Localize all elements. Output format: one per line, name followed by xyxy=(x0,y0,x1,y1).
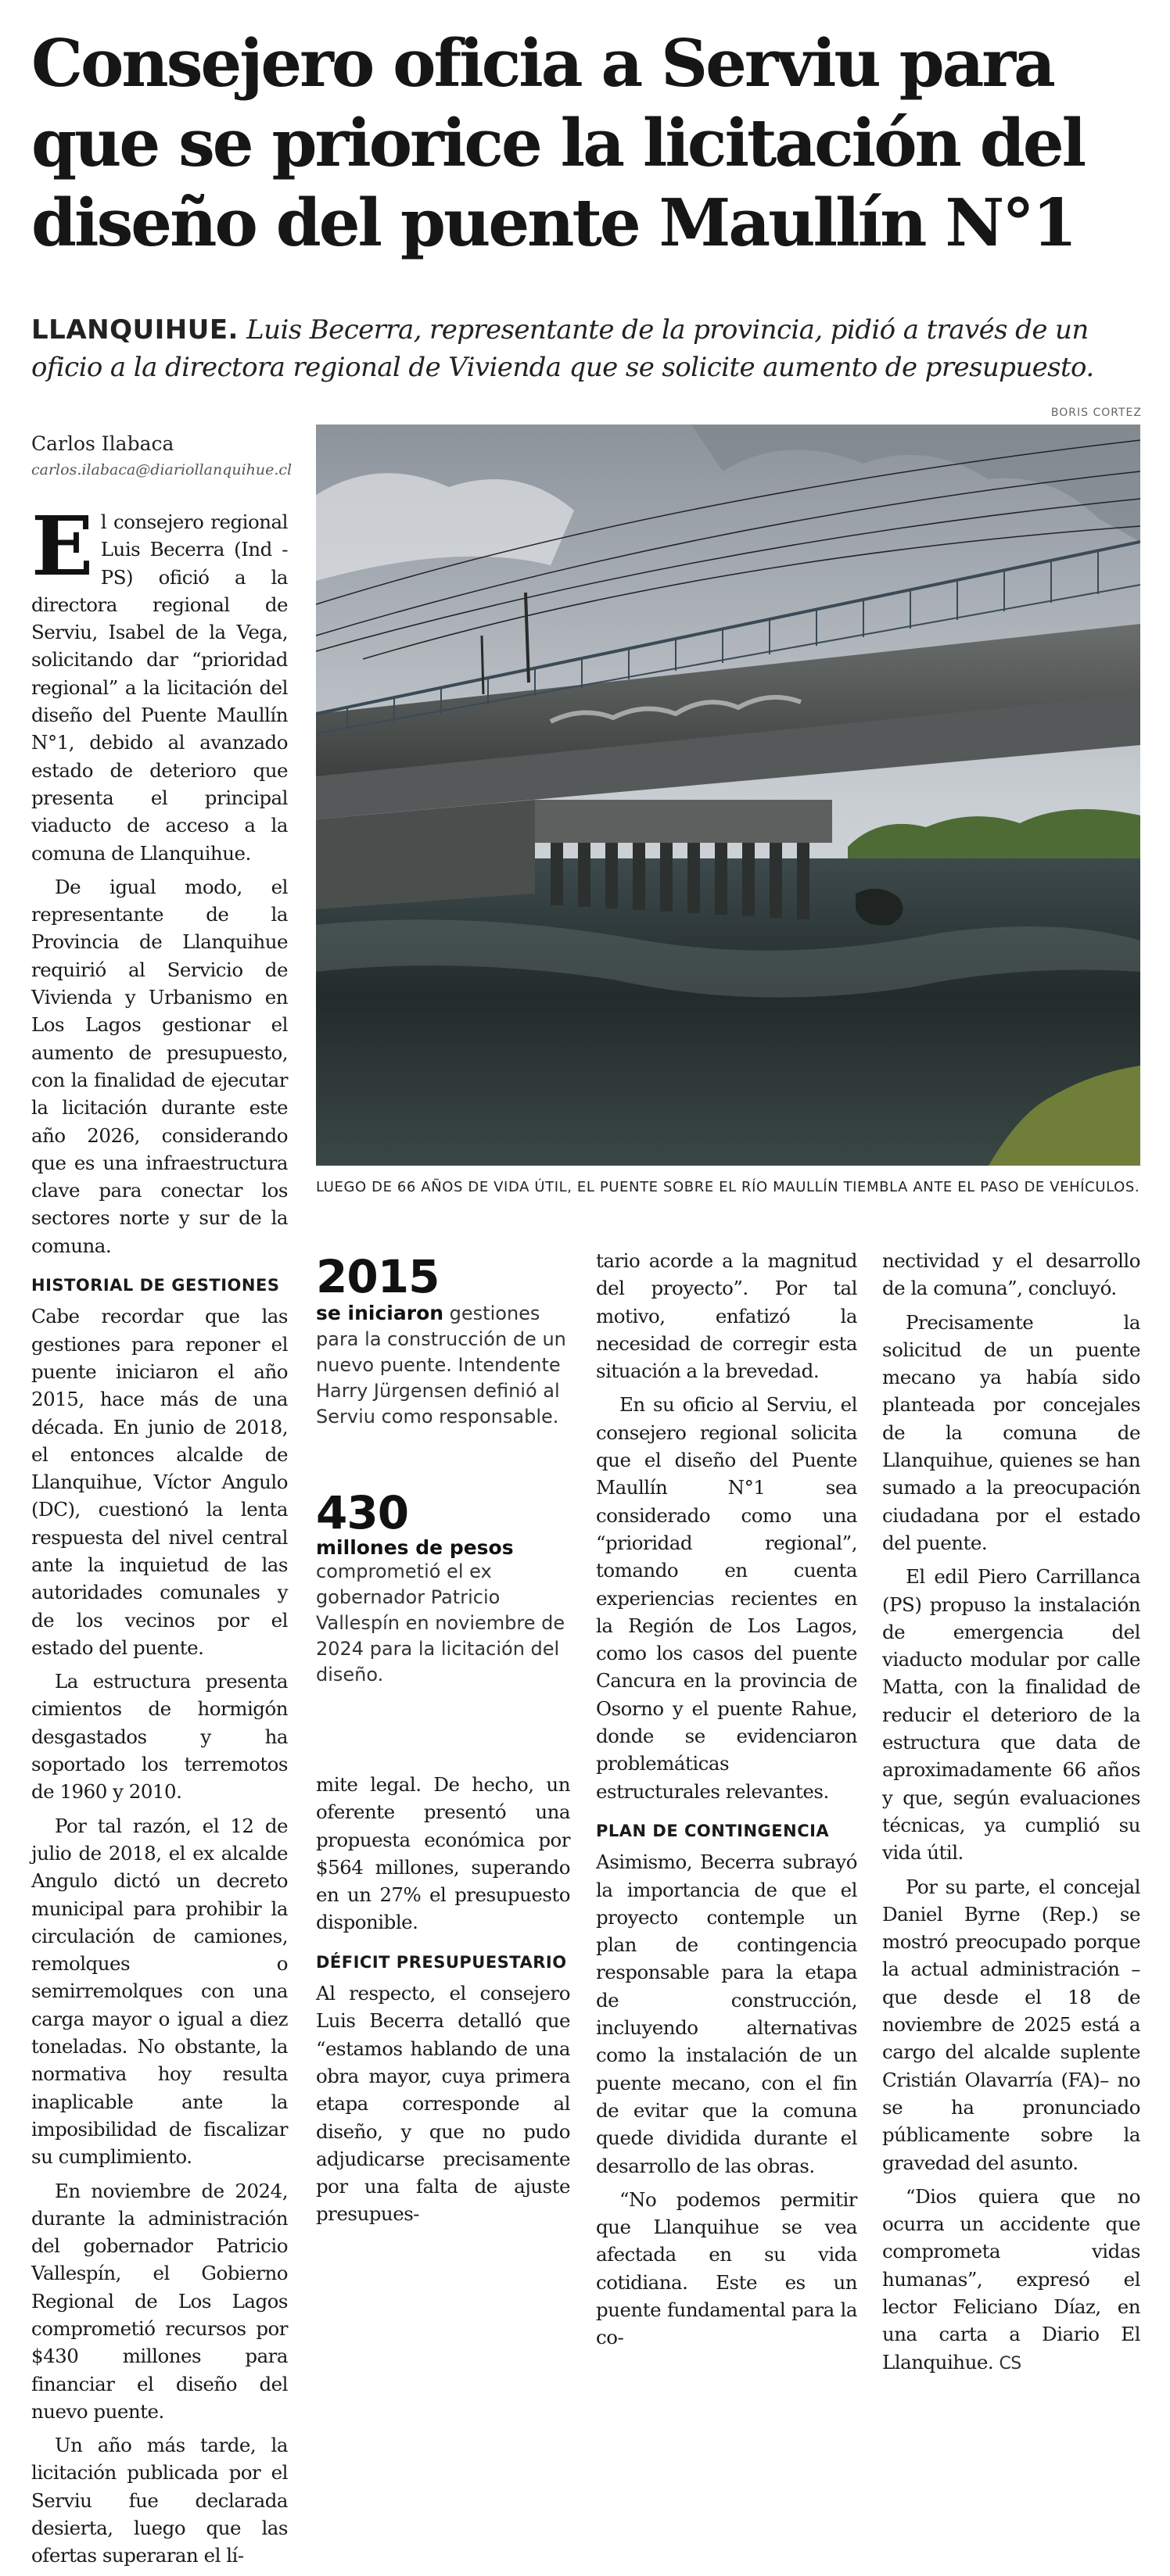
col4-paragraph-4: Por su parte, el concejal Daniel Byrne (Rep.) se mostró preocupado porque la actual administración –que desde el 18 de noviembre de 2025 está a cargo del alcalde suplente Cristián Olavarría (FA)– no se ha pronunciado públicamente sobre la gravedad del asunto. xyxy=(882,1875,1140,2174)
column-3 xyxy=(596,1247,857,2358)
author-name: Carlos Ilabaca xyxy=(31,432,174,455)
photo-caption: LUEGO DE 66 AÑOS DE VIDA ÚTIL, EL PUENTE SOBRE EL RÍO MAULLÍN TIEMBLA ANTE EL PASO DE VEHÍCULOS. xyxy=(316,1179,1140,1195)
subhead-plan: PLAN DE CONTINGENCIA xyxy=(596,1821,830,1840)
subhead-deficit: DÉFICIT PRESUPUESTARIO xyxy=(316,1952,567,1972)
dek xyxy=(31,311,1142,386)
col3-paragraph-4: “No podemos permitir que Llanquihue se vea afectada en su vida cotidiana. Este es un puente fundamental para la co- xyxy=(596,2187,857,2349)
photo-credit: BORIS CORTEZ xyxy=(1050,407,1142,419)
col2-paragraph-2: Al respecto, el consejero Luis Becerra detalló que “estamos hablando de una obra mayor, cuya primera etapa corresponde al diseño, y que no pudo adjudicarse precisamente por una falta de ajuste presupues- xyxy=(316,1982,570,2226)
stat-lead-430: millones de pesos xyxy=(316,1536,514,1559)
column-1 xyxy=(31,498,288,2576)
adjacent-page-edge xyxy=(1162,422,1170,1743)
col4-paragraph-1: nectividad y el desarrollo de la comuna”, concluyó. xyxy=(882,1249,1140,1300)
stat-box-2015 xyxy=(316,1250,570,1430)
col4-paragraph-3: El edil Piero Carrillanca (PS) propuso la instalación de emergencia del viaducto modular por calle Matta, con la finalidad de reducir el deterioro de la estructura que data de aproximadamente 66 años y que, según evaluaciones técnicas, ya cumplió su vida útil. xyxy=(882,1565,1140,1865)
headline-line-2: que se priorice la licitación del xyxy=(31,105,1085,181)
col3-paragraph-2: En su oficio al Serviu, el consejero regional solicita que el diseño del Puente Maullín N°1 sea considerado como una “prioridad regional”, tomando en cuenta experiencias recientes en la Región de Los Lagos, como los casos del puente Cancura en la provincia de Osorno y el puente Rahue, donde se evidenciaron problemáticas estructurales relevantes. xyxy=(596,1393,857,1803)
column-2 xyxy=(316,1771,570,2234)
col4-paragraph-5: “Dios quiera que no ocurra un accidente que comprometa vidas humanas”, expresó el lector Feliciano Díaz, en una carta a Diario El Llanquihue. xyxy=(882,2184,1140,2374)
author-block xyxy=(31,432,292,478)
dek-text: Luis Becerra, representante de la provincia, pidió a través de un oficio a la directora regional de Vivienda que se solicite aumento de presupuesto. xyxy=(31,314,1094,383)
stat-box-430 xyxy=(316,1486,570,1688)
drop-cap: E xyxy=(31,498,93,594)
stat-number-430: 430 xyxy=(316,1486,409,1539)
col1-paragraph-1: l consejero regional Luis Becerra (Ind - PS) ofició a la directora regional de Serviu, Isabel de la Vega, solicitando dar “prioridad regional” a la licitación del diseño del Puente Maullín N°1, debido al avanzado estado de deterioro que presenta el principal viaducto de acceso a la comuna de Llanquihue. xyxy=(31,511,288,865)
headline-line-3: diseño del puente Maullín N°1 xyxy=(31,185,1075,261)
col2-paragraph-1: mite legal. De hecho, un oferente presentó una propuesta económica por $564 millones, superando en un 27% el presupuesto disponible. xyxy=(316,1773,570,1934)
stat-number-2015: 2015 xyxy=(316,1250,440,1303)
stat-text-2015: gestiones para la construcción de un nuevo puente. Intendente Harry Jürgensen definió al Serviu como responsable. xyxy=(316,1302,566,1428)
column-4 xyxy=(882,1247,1140,2384)
col3-paragraph-3: Asimismo, Becerra subrayó la importancia de que el proyecto contemple un plan de contingencia responsable para la etapa de construcción, incluyendo alternativas como la instalación de un puente mecano, con el fin de evitar que la comuna quede dividida durante el desarrollo de las obras. xyxy=(596,1850,857,2177)
col4-paragraph-2: Precisamente la solicitud de un puente mecano ya había sido planteada por concejales de la comuna de Llanquihue, quienes se han sumado a la preocupación ciudadana por el estado del puente. xyxy=(882,1310,1140,1554)
end-mark-icon: CS xyxy=(999,2353,1021,2374)
water xyxy=(316,858,1140,1166)
col1-paragraph-2: De igual modo, el representante de la Provincia de Llanquihue requirió al Servicio de Vivienda y Urbanismo en Los Lagos gestionar el aumento de presupuesto, con la finalidad de ejecutar la licitación durante este año 2026, considerando que es una infraestructura clave para conectar los sectores norte y sur de la comuna. xyxy=(31,875,288,1257)
headline-line-1: Consejero oficia a Serviu para xyxy=(31,25,1053,102)
stat-lead-2015: se iniciaron xyxy=(316,1302,444,1324)
col1-paragraph-5: Por tal razón, el 12 de julio de 2018, el ex alcalde Angulo dictó un decreto municipal para prohibir la circulación de camiones, remolques o semirremolques con una carga mayor o igual a diez toneladas. No obstante, la normativa hoy resulta inaplicable ante la imposibilidad de fiscalizar su cumplimiento. xyxy=(31,1814,288,2169)
col3-paragraph-1: tario acorde a la magnitud del proyecto”. Por tal motivo, enfatizó la necesidad de corregir esta situación a la brevedad. xyxy=(596,1249,857,1383)
author-email: carlos.ilabaca@diariollanquihue.cl xyxy=(31,461,292,478)
col1-paragraph-6: En noviembre de 2024, durante la administración del gobernador Patricio Vallespín, el Gobierno Regional de Los Lagos comprometió recursos por $430 millones para financiar el diseño del nuevo puente. xyxy=(31,2179,288,2423)
headline xyxy=(31,23,1142,263)
col1-paragraph-4: La estructura presenta cimientos de hormigón desgastados y ha soportado los terremotos de 1960 y 2010. xyxy=(31,1670,288,1804)
bridge-photo xyxy=(316,425,1140,1166)
col1-paragraph-7: Un año más tarde, la licitación publicada por el Serviu fue declarada desierta, luego que las ofertas superaran el lí- xyxy=(31,2434,288,2567)
stat-text-430: comprometió el ex gobernador Patricio Vallespín en noviembre de 2024 para la licitación del diseño. xyxy=(316,1560,565,1686)
col1-paragraph-3: Cabe recordar que las gestiones para reponer el puente iniciaron el año 2015, hace más de una década. En junio de 2018, el entonces alcalde de Llanquihue, Víctor Angulo (DC), cuestionó la lenta respuesta del nivel central ante la inquietud de las autoridades comunales y de los vecinos por el estado del puente. xyxy=(31,1305,288,1659)
utility-pole-2 xyxy=(482,636,483,694)
bridge-illustration xyxy=(316,425,1140,1166)
subhead-historial: HISTORIAL DE GESTIONES xyxy=(31,1276,280,1295)
dek-kicker: LLANQUIHUE. xyxy=(31,314,239,346)
pier-cap xyxy=(535,800,832,843)
